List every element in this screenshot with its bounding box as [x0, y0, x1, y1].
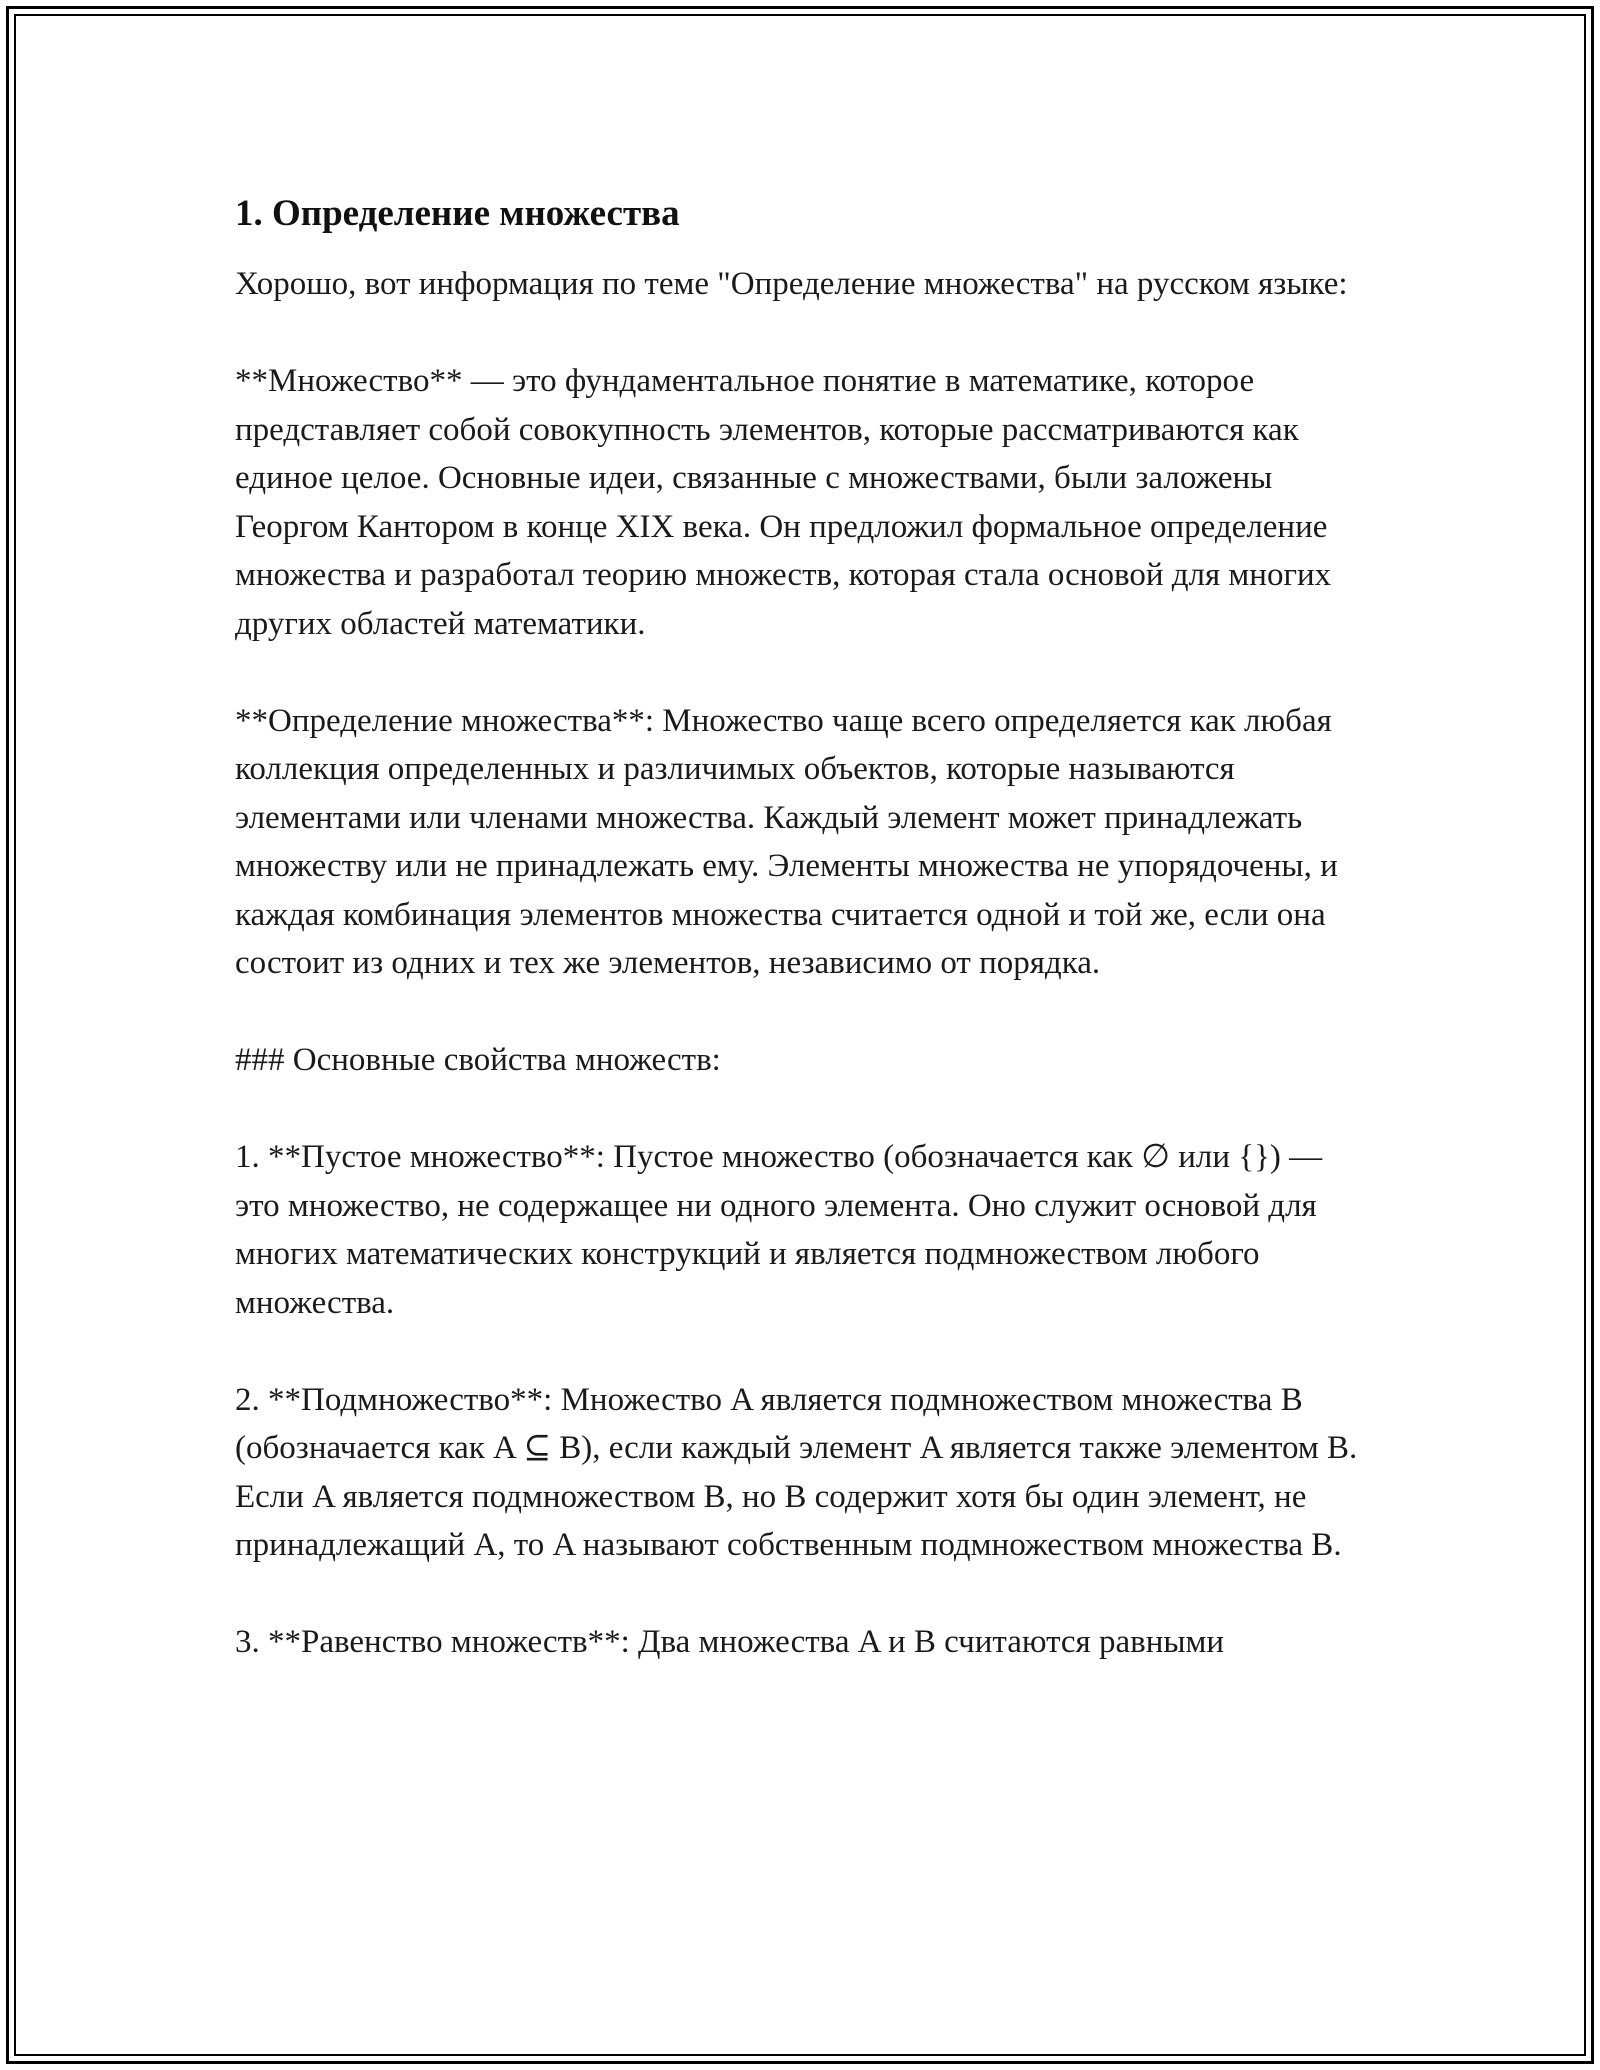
document-body [235, 188, 1365, 1667]
set-equality-item: 3. **Равенство множеств**: Два множества A и B считаются равными [235, 1624, 1225, 1660]
set-concept-paragraph: **Множество** — это фундаментальное понятие в математике, которое представляет собой совокупность элементов, которые рассматриваются как единое целое. Основные идеи, связанные с множествами, были заложены Георгом Кантором в конце XIX века. Он предложил формальное определение множества и разработал теорию множеств, которая стала основой для многих других областей математики. [235, 363, 1332, 642]
properties-heading: ### Основные свойства множеств: [235, 1042, 721, 1078]
subset-item: 2. **Подмножество**: Множество A является подмножеством множества B (обозначается как A ⊆ B), если каждый элемент A является также элементом B. Если A является подмножеством B, но B содержит хотя бы один элемент, не принадлежащий A, то A называют собственным подмножеством множества B. [235, 1381, 1358, 1563]
intro-paragraph: Хорошо, вот информация по теме "Определение множества" на русском языке: [235, 266, 1348, 302]
document-title: 1. Определение множества [235, 193, 680, 234]
empty-set-item: 1. **Пустое множество**: Пустое множество (обозначается как ∅ или {}) — это множество, не содержащее ни одного элемента. Оно служит основой для многих математических конструкций и является подмножеством любого множества. [235, 1139, 1323, 1321]
set-definition-paragraph: **Определение множества**: Множество чаще всего определяется как любая коллекция определенных и различимых объектов, которые называются элементами или членами множества. Каждый элемент может принадлежать множеству или не принадлежать ему. Элементы множества не упорядочены, и каждая комбинация элементов множества считается одной и той же, если она состоит из одних и тех же элементов, независимо от порядка. [235, 702, 1338, 981]
